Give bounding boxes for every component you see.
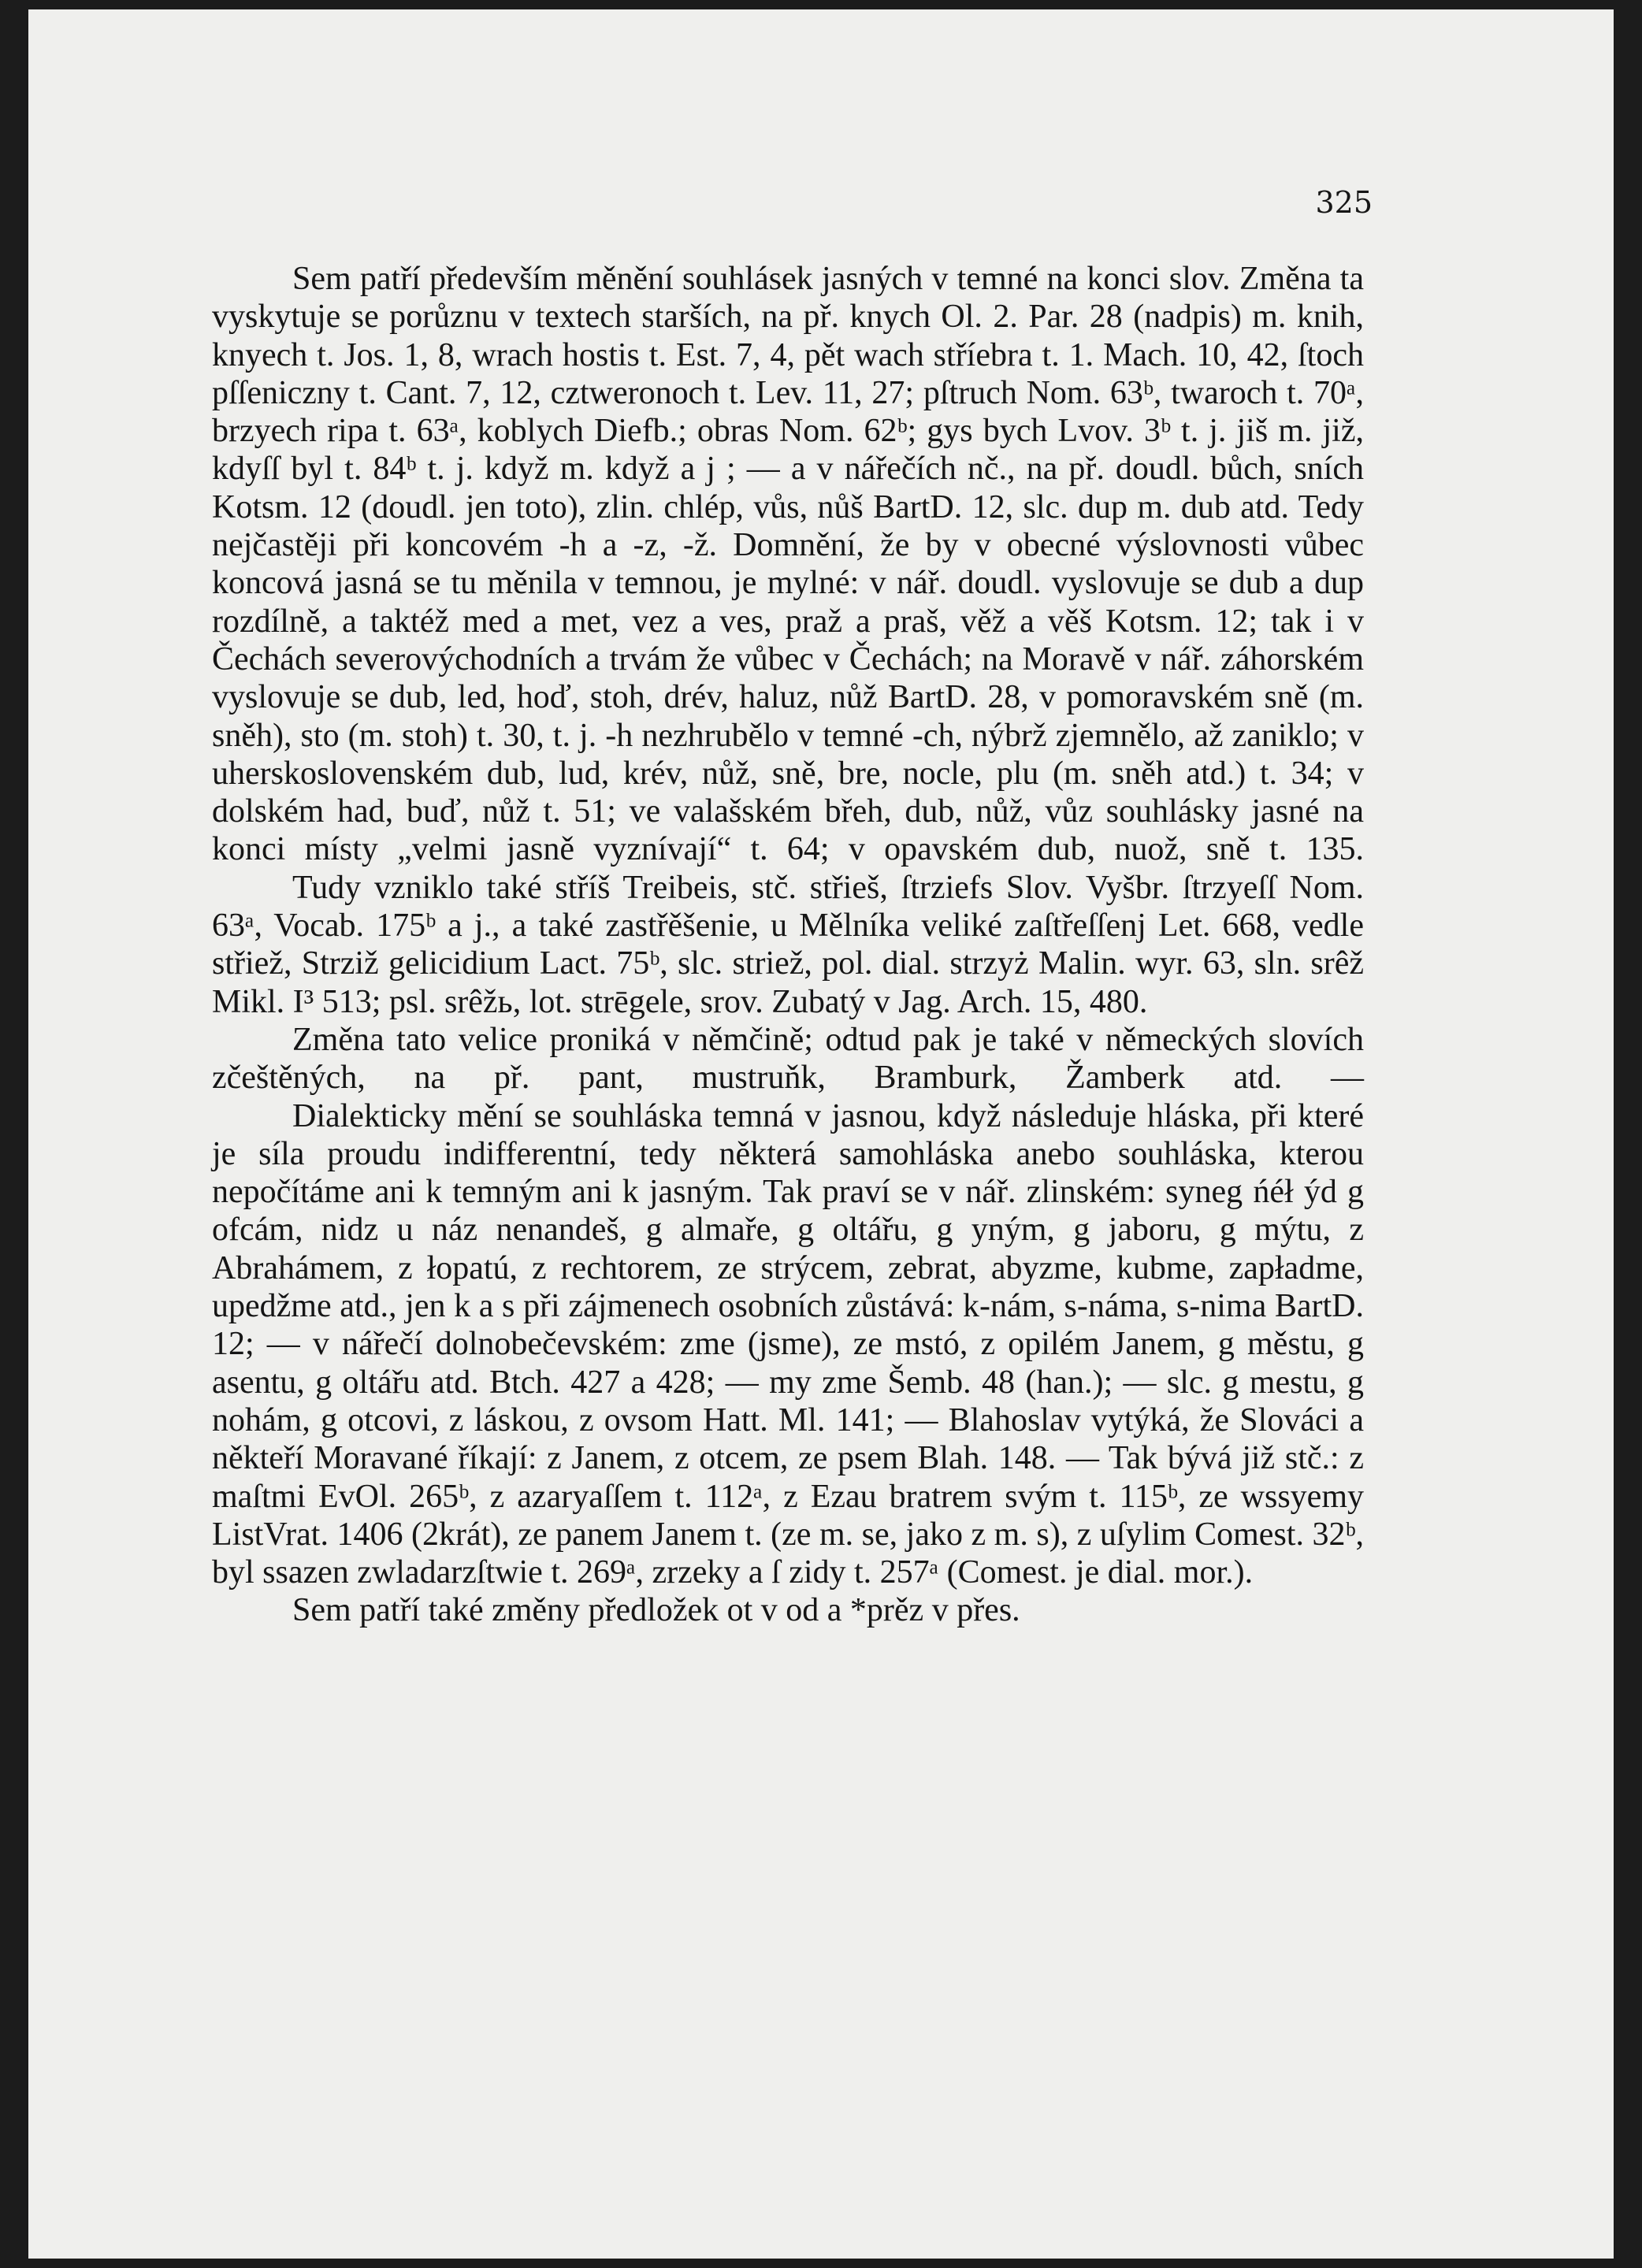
page-body <box>212 260 1364 1630</box>
paragraph-prepositions: Sem patří také změny předložek ot v od a *prěz v přes. <box>292 1592 1020 1629</box>
paragraph-final-consonants: Sem patří především měnění souhlásek jasných v temné na konci slov. Změna ta vyskytuje se porůznu v textech starších, na př. knych Ol. 2. Par. 28 (nadpis) m. knih, knyech t. Jos. 1, 8, wrach hostis t. Est. 7, 4, pět wach stříebra t. 1. Mach. 10, 42, ſtoch pſſeniczny t. Cant. 7, 12, cztweronoch t. Lev. 11, 27; pſtruch Nom. 63ᵇ, twaroch t. 70ᵃ, brzyech ripa t. 63ᵃ, koblych Diefb.; obras Nom. 62ᵇ; gys bych Lvov. 3ᵇ t. j. jiš m. již, kdyſſ byl t. 84ᵇ t. j. když m. když a j ; — a v nářečích nč., na př. doudl. bůch, sních Kotsm. 12 (doudl. jen toto), zlin. chlép, vůs, nůš BartD. 12, slc. dup m. dub atd. Tedy nejčastěji při koncovém -h a -z, -ž. Domnění, že by v obecné výslovnosti vůbec koncová jasná se tu měnila v temnou, je mylné: v nář. doudl. vyslovuje se dub a dup rozdílně, a taktéž med a met, vez a ves, praž a praš, věž a věš Kotsm. 12; tak i v Čechách severovýchodních a trvám že vůbec v Čechách; na Moravě v nář. záhorském vyslovuje se dub, led, hoď, stoh, drév, haluz, nůž BartD. 28, v pomoravském sně (m. sněh), sto (m. stoh) t. 30, t. j. -h nezhrubělo v temné -ch, nýbrž zjemnělo, až zaniklo; v uherskoslovenském dub, lud, krév, nůž, sně, bre, nocle, plu (m. sněh atd.) t. 34; v dolském had, buď, nůž t. 51; ve valašském břeh, dub, nůž, vůz souhlásky jasné na konci místy „velmi jasně vyznívají“ t. 64; v opavském dub, nuož, sně t. 135. <box>212 261 1364 868</box>
paragraph-german-loanwords: Změna tato velice proniká v němčině; odtud pak je také v německých slovích zčeštěných, na př. pant, mustruňk, Bramburk, Žamberk atd. — <box>212 1021 1364 1097</box>
page-number: 325 <box>1315 185 1373 220</box>
paragraph-dialect-voicing: Dialekticky mění se souhláska temná v jasnou, když následuje hláska, při které je síla proudu indifferentní, tedy některá samohláska anebo souhláska, kterou nepočítáme ani k temným ani k jasným. Tak praví se v nář. zlinském: syneg ńéł ýd g ofcám, nidz u náz nenandeš, g almaře, g oltářu, g yným, g jaboru, g mýtu, z Abrahámem, z łopatú, z rechtorem, ze strýcem, zebrat, abyzme, kubme, zapładme, upedžme atd., jen k a s při zájmenech osobních zůstává: k-nám, s-náma, s-nima BartD. 12; — v nářečí dolnobečevském: zme (jsme), ze mstó, z opilém Janem, g městu, g asentu, g oltářu atd. Btch. 427 a 428; — my zme Šemb. 48 (han.); — slc. g mestu, g nohám, g otcovi, z láskou, z ovsom Hatt. Ml. 141; — Blahoslav vytýká, že Slováci a někteří Moravané říkají: z Janem, z otcem, ze psem Blah. 148. — Tak bývá již stč.: z maſtmi EvOl. 265ᵇ, z azaryaſſem t. 112ᵃ, z Ezau bratrem svým t. 115ᵇ, ze wssyemy ListVrat. 1406 (2krát), ze panem Janem t. (ze m. se, jako z m. s), z uſylim Comest. 32ᵇ, byl ssazen zwladarzſtwie t. 269ᵃ, zrzeky a ſ zidy t. 257ᵃ (Comest. je dial. mor.). <box>212 1097 1364 1591</box>
book-page <box>28 9 1614 2259</box>
paragraph-strisz: Tudy vzniklo také stříš Treibeis, stč. střieš, ſtrziefs Slov. Vyšbr. ſtrzyeſſ Nom. 63ᵃ, Vocab. 175ᵇ a j., a také zastřěšenie, u Mělníka veliké zaſtřeſſenj Let. 668, vedle střiež, Strziž gelicidium Lact. 75ᵇ, slc. striež, pol. dial. strzyż Malin. wyr. 63, sln. srêž Mikl. I³ 513; psl. srêžь, lot. strēgele, srov. Zubatý v Jag. Arch. 15, 480. <box>212 869 1364 1020</box>
